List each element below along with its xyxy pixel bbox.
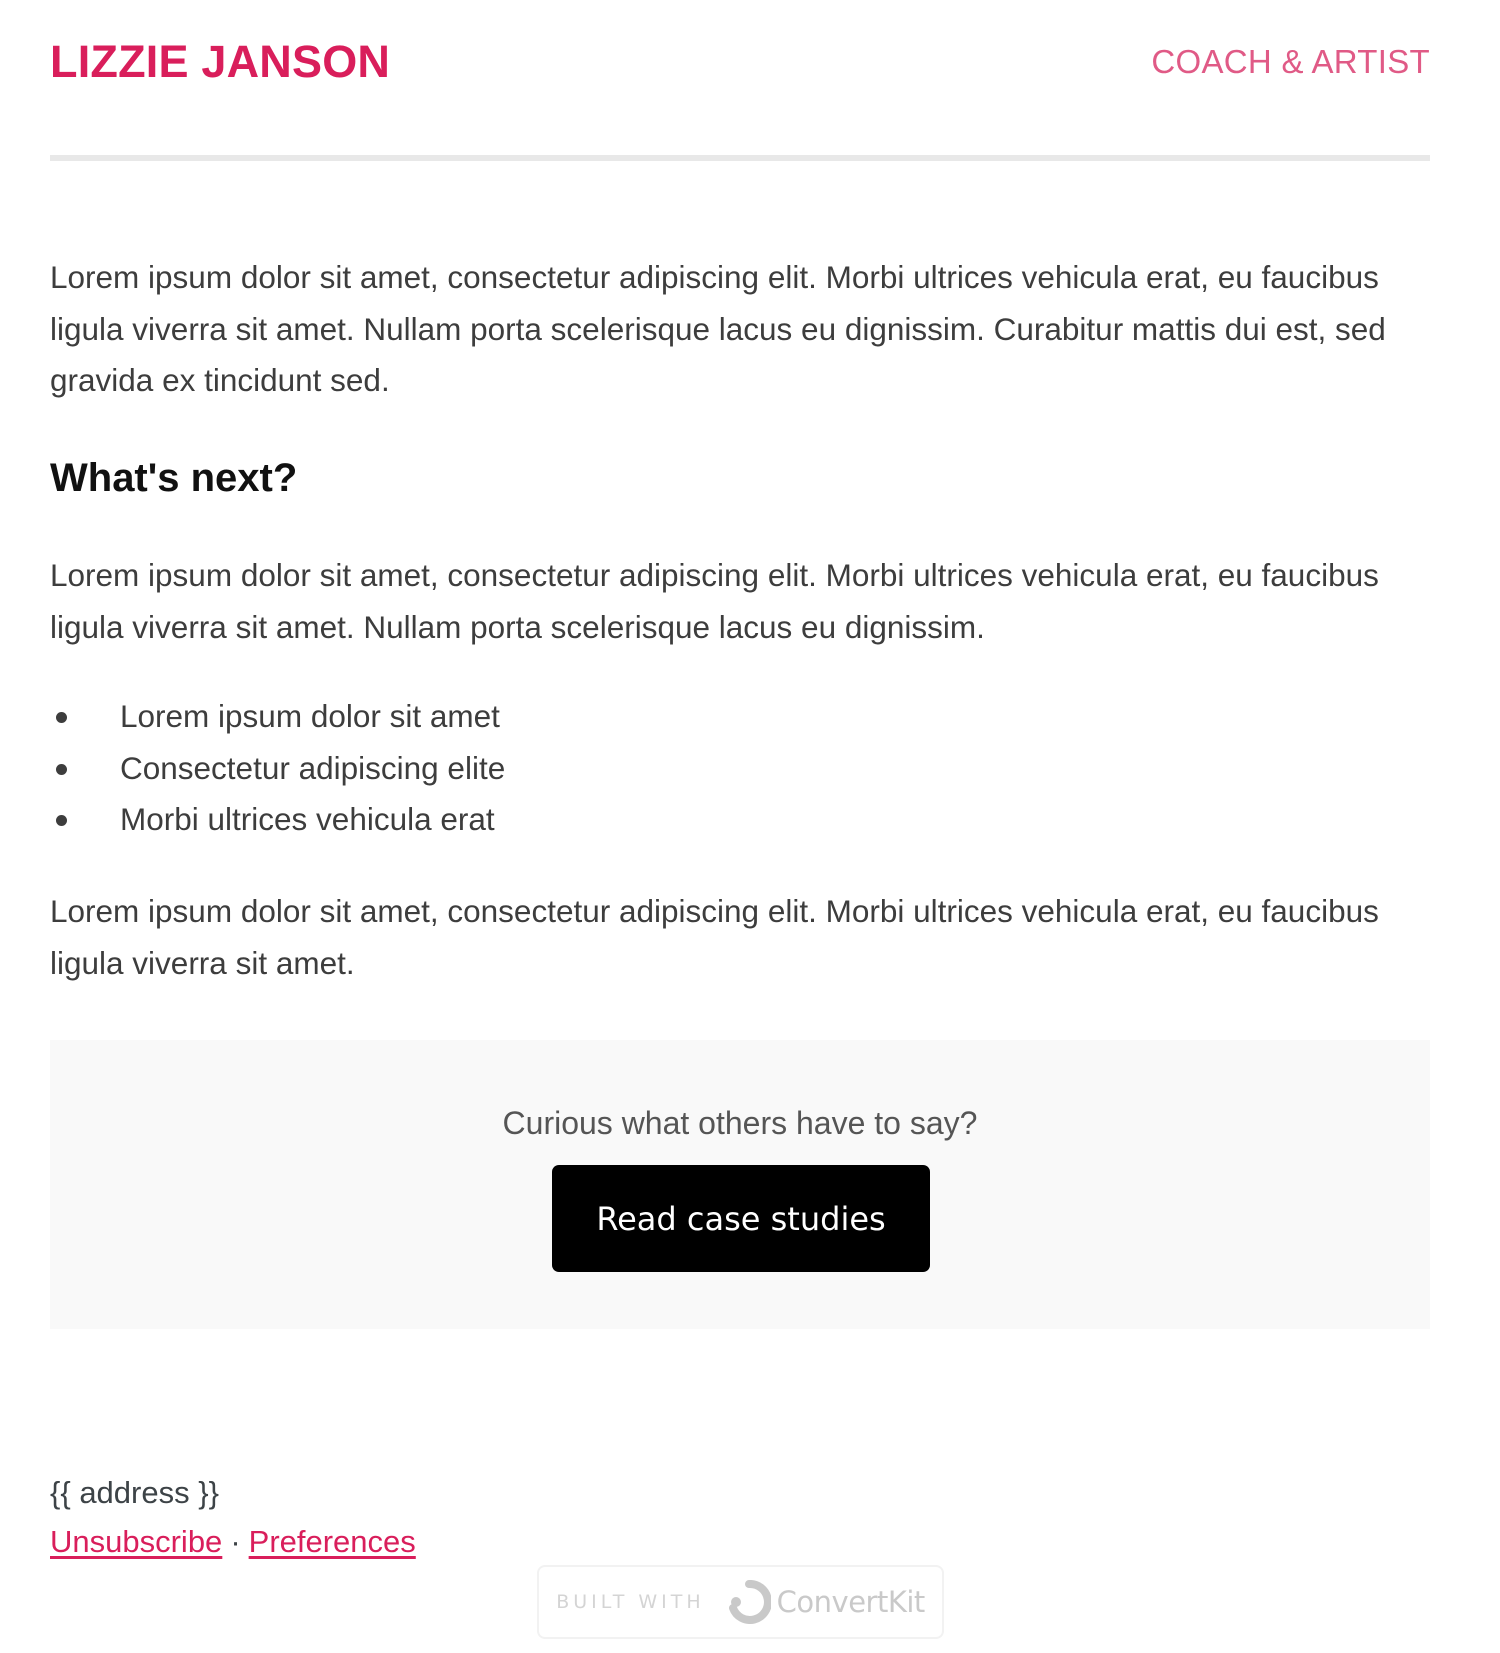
- brand-tagline: COACH & ARTIST: [1151, 43, 1430, 80]
- list-item: [50, 743, 1430, 795]
- built-with-convertkit-badge[interactable]: [537, 1565, 944, 1639]
- list-item: [50, 794, 1430, 846]
- footer-links: [50, 1521, 416, 1563]
- brand-name: LIZZIE JANSON: [50, 36, 391, 87]
- bullet-icon: [56, 815, 67, 826]
- convertkit-logo-icon: [727, 1580, 771, 1624]
- list-item: [50, 691, 1430, 743]
- badge-prefix: BUILT WITH: [556, 1591, 705, 1613]
- link-separator: ·: [230, 1524, 241, 1559]
- header-divider: [50, 155, 1430, 161]
- list-item-text: Morbi ultrices vehicula erat: [120, 801, 495, 837]
- list-item-text: Consectetur adipiscing elite: [120, 749, 506, 786]
- preferences-link[interactable]: Preferences: [248, 1524, 416, 1559]
- unsubscribe-link[interactable]: Unsubscribe: [50, 1524, 223, 1559]
- email-header: [50, 0, 1430, 161]
- bullet-icon: [56, 764, 67, 775]
- intro-paragraph: Lorem ipsum dolor sit amet, consectetur adipiscing elit. Morbi ultrices vehicula erat, eu faucibus ligula viverra sit amet. Nullam porta scelerisque lacus eu dignissim. Curabitur mattis dui est, sed gravida ex tincidunt sed.: [50, 259, 1386, 398]
- read-case-studies-button[interactable]: Read case studies: [552, 1165, 930, 1272]
- section-heading: What's next?: [50, 456, 298, 500]
- badge-brand: [727, 1580, 925, 1624]
- bullet-list: [50, 691, 1430, 846]
- bullet-icon: [56, 712, 67, 723]
- cta-text: Curious what others have to say?: [502, 1105, 978, 1141]
- list-item-text: Lorem ipsum dolor sit amet: [120, 698, 500, 734]
- body-paragraph: Lorem ipsum dolor sit amet, consectetur adipiscing elit. Morbi ultrices vehicula erat, eu faucibus ligula viverra sit amet. Nullam porta scelerisque lacus eu dignissim.: [50, 557, 1379, 645]
- email-container: [50, 0, 1430, 1619]
- badge-brand-name: ConvertKit: [776, 1585, 925, 1619]
- closing-paragraph: Lorem ipsum dolor sit amet, consectetur adipiscing elit. Morbi ultrices vehicula erat, eu faucibus ligula viverra sit amet.: [50, 893, 1379, 981]
- footer-address: {{ address }}: [50, 1475, 219, 1510]
